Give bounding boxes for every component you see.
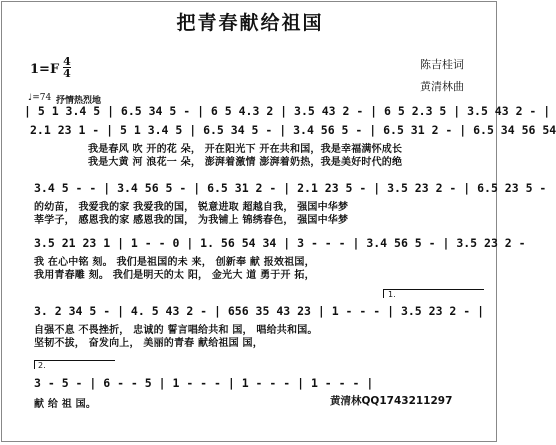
lyric-line-2b: 我是大黄 河 浪花一 朵， 澎湃着激情 澎湃着奶热，我是美好时代的绝 — [88, 157, 403, 168]
notation-line-6: 3 - 5 - | 6 - - 5 | 1 - - - | 1 - - - | 1 - - - | — [34, 376, 374, 390]
expression-marking: 抒情热烈地 — [56, 96, 102, 106]
lyric-line-5a: 自强不息 不畏挫折， 忠诚的 誓言唱给共和 国， 唱给共和国。 — [34, 325, 318, 336]
time-signature-top: 4 — [63, 55, 71, 68]
volta-2-bracket — [34, 360, 115, 369]
notation-line-2: 2.1 23 1 - | 5 1 3.4 5 | 6.5 34 5 - | 3.4 56 5 - | 6.5 31 2 - | 6.5 34 56 54 — [30, 123, 556, 137]
lyric-line-3a: 的幼苗， 我爱我的家 我爱我的国， 锐意进取 超越自我， 强国中华梦 — [34, 202, 349, 213]
notation-line-1: | 5 1 3.4 5 | 6.5 34 5 - | 6 5 4.3 2 | 3.5 43 2 - | 6 5 2.3 5 | 3.5 43 2 - | — [24, 104, 551, 118]
lyric-line-2a: 我是春风 吹 开的花 朵， 开在阳光下 开在共和国，我是幸福满怀成长 — [88, 144, 403, 155]
time-signature — [63, 56, 71, 79]
song-title: 把青春献给祖国 — [176, 12, 324, 34]
volta-1-bracket — [383, 289, 484, 298]
key-signature: 1=F — [30, 62, 60, 77]
notation-line-4: 3.5 21 23 1 | 1 - - 0 | 1. 56 54 34 | 3 - - - | 3.4 56 5 - | 3.5 23 2 - — [34, 236, 526, 250]
volta-1-number: 1. — [388, 290, 396, 299]
lyric-line-4a: 我 在心中铭 刻。 我们是祖国的未 来， 创新奉 献 报效祖国， — [34, 257, 315, 268]
lyric-line-5b: 坚韧不拔， 奋发向上， 美丽的青春 献给祖国 国， — [34, 338, 263, 349]
notation-line-5: 3. 2 34 5 - | 4. 5 43 2 - | 656 35 43 23 | 1 - - - | 3.5 23 2 - | — [34, 304, 485, 318]
lyric-line-6a: 献 给 祖 国。 — [34, 399, 97, 410]
notation-line-3: 3.4 5 - - | 3.4 56 5 - | 6.5 31 2 - | 2.1 23 5 - | 3.5 23 2 - | 6.5 23 5 - — [34, 181, 547, 195]
composer-credit: 黄清林曲 — [420, 80, 464, 93]
volta-2-number: 2. — [38, 361, 46, 370]
lyric-line-4b: 我用青春雕 刻。 我们是明天的太 阳， 金光大 道 勇于开 拓， — [34, 270, 315, 281]
lyric-line-3b: 莘学子， 感恩我的家 感恩我的国， 为我铺上 锦绣春色， 强国中华梦 — [34, 215, 349, 226]
tempo-marking: ♩=74 — [28, 93, 52, 103]
lyricist-credit: 陈吉桂词 — [420, 58, 464, 71]
time-signature-bottom: 4 — [63, 67, 71, 80]
watermark-text: 黄清林QQ1743211297 — [330, 395, 453, 407]
